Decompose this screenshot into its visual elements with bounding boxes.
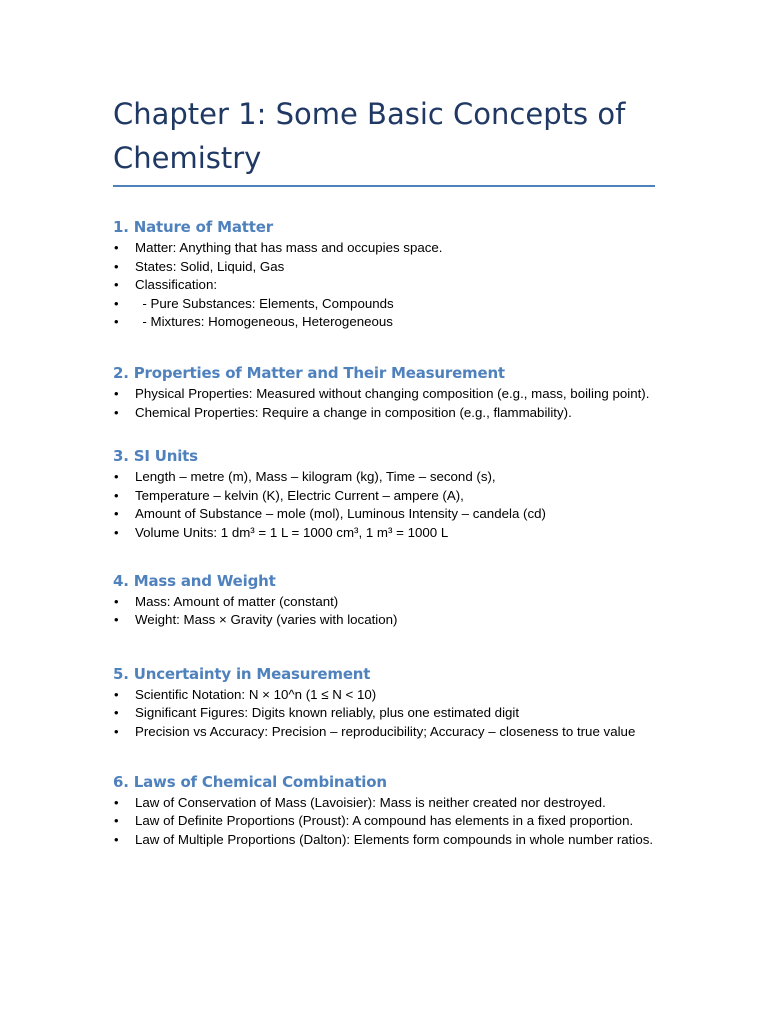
list-item-text: - Pure Substances: Elements, Compounds [135,295,394,311]
list-item-text: Physical Properties: Measured without changing composition (e.g., mass, boiling point). [135,385,650,401]
bullet-icon: • [114,469,119,485]
bullet-icon: • [114,794,119,810]
list-item-text: - Mixtures: Homogeneous, Heterogeneous [135,314,393,330]
list-item-text: Classification: [135,277,218,293]
list-item-text: Precision vs Accuracy: Precision – reproducibility; Accuracy – closeness to true value [135,723,636,739]
list-item [113,276,658,295]
section-heading: 2. Properties of Matter and Their Measurement [113,363,505,382]
bullet-list [113,468,658,542]
bullet-list [113,794,658,850]
list-item-text: Scientific Notation: N × 10^n (1 ≤ N < 10) [135,686,377,702]
list-item [113,794,658,813]
bullet-icon: • [114,593,119,609]
title-underline-rule [113,185,655,187]
bullet-icon: • [114,240,119,255]
list-item [113,686,658,705]
list-item [113,258,658,277]
bullet-icon: • [114,277,119,293]
list-item-text: Mass: Amount of matter (constant) [135,593,339,609]
list-item [113,704,658,723]
bullet-icon: • [114,258,119,274]
list-item [113,812,658,831]
list-item-text: Volume Units: 1 dm³ = 1 L = 1000 cm³, 1 m³ = 1000 L [135,524,449,540]
list-item-text: Length – metre (m), Mass – kilogram (kg), Time – second (s), [135,469,496,485]
section-1 [113,217,658,332]
list-item [113,505,658,524]
list-item [113,723,658,742]
list-item-text: Chemical Properties: Require a change in composition (e.g., flammability). [135,404,572,420]
section-3 [113,446,658,542]
section-heading: 6. Laws of Chemical Combination [113,772,387,791]
section-4 [113,571,658,630]
list-item-text: Amount of Substance – mole (mol), Luminous Intensity – candela (cd) [135,506,546,522]
section-heading: 4. Mass and Weight [113,571,276,590]
page-title: Chapter 1: Some Basic Concepts of Chemistry [113,97,626,175]
bullet-icon: • [114,524,119,540]
bullet-icon: • [114,813,119,829]
list-item [113,487,658,506]
section-5 [113,664,658,742]
bullet-icon: • [114,705,119,721]
bullet-icon: • [114,487,119,503]
list-item [113,593,658,612]
list-item [113,385,658,404]
list-item-text: Law of Multiple Proportions (Dalton): Elements form compounds in whole number ratios. [135,831,654,847]
bullet-icon: • [114,404,119,420]
list-item [113,611,658,630]
section-heading: 5. Uncertainty in Measurement [113,664,371,683]
bullet-icon: • [114,831,119,847]
list-item [113,831,658,850]
bullet-list [113,593,658,630]
list-item-text: Significant Figures: Digits known reliably, plus one estimated digit [135,705,520,721]
list-item-text: Temperature – kelvin (K), Electric Current – ampere (A), [135,487,464,503]
bullet-list [113,385,658,422]
bullet-icon: • [114,686,119,702]
section-heading: 3. SI Units [113,447,198,466]
list-item-text: States: Solid, Liquid, Gas [135,258,285,274]
list-item-text: Law of Definite Proportions (Proust): A compound has elements in a fixed proportion. [135,813,634,829]
section-2 [113,363,658,422]
bullet-icon: • [114,612,119,628]
bullet-icon: • [114,506,119,522]
bullet-icon: • [114,295,119,311]
sections-container [113,217,658,849]
list-item-text: Matter: Anything that has mass and occupies space. [135,240,443,255]
list-item [113,468,658,487]
section-heading: 1. Nature of Matter [113,218,273,236]
bullet-list [113,686,658,742]
list-item-text: Law of Conservation of Mass (Lavoisier): Mass is neither created nor destroyed. [135,794,606,810]
list-item [113,404,658,423]
section-6 [113,772,658,850]
list-item-text: Weight: Mass × Gravity (varies with location) [135,612,398,628]
list-item [113,295,658,314]
bullet-icon: • [114,723,119,739]
bullet-list [113,239,658,332]
bullet-icon: • [114,385,119,401]
list-item [113,313,658,332]
document-page [113,92,658,849]
list-item [113,239,658,258]
bullet-icon: • [114,314,119,330]
list-item [113,524,658,543]
